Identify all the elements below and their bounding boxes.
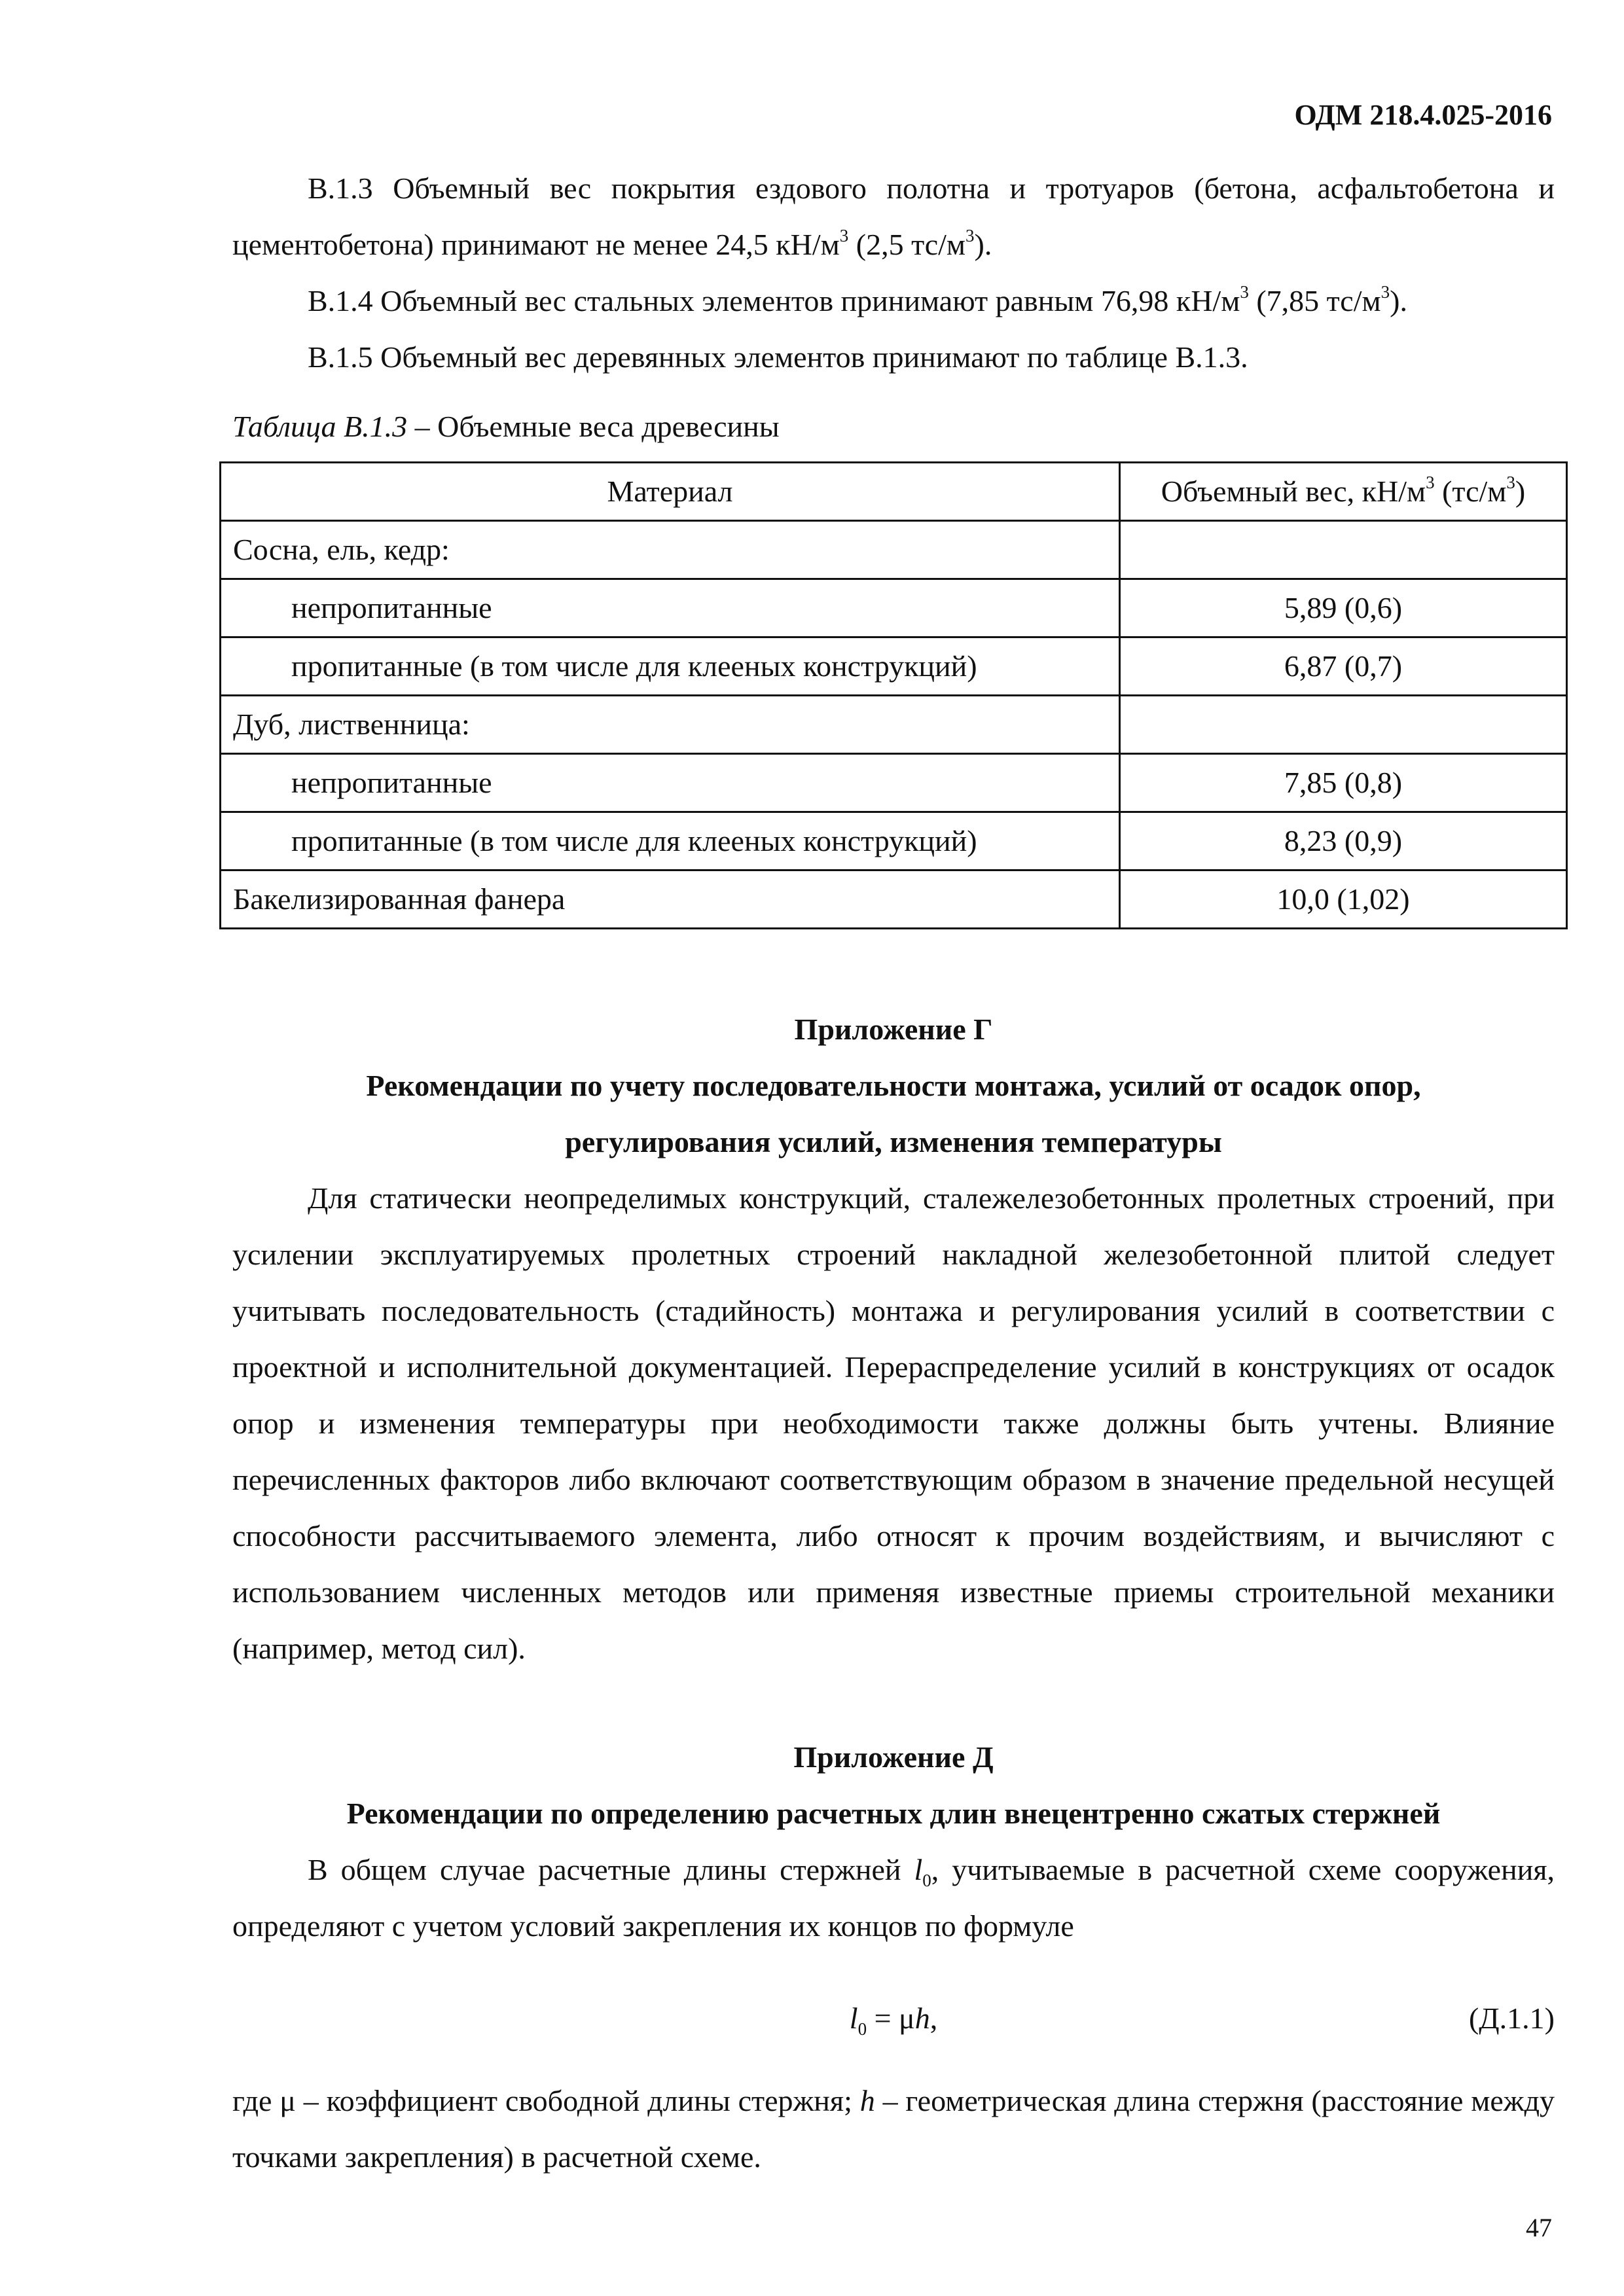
page-number: 47 bbox=[1526, 2213, 1552, 2242]
formula-punctuation: , bbox=[929, 2001, 938, 2035]
paragraph-text: В.1.4 Объемный вес стальных элементов принимают равным 76,98 кН/м bbox=[308, 284, 1240, 317]
material-cell: пропитанные (в том числе для клееных конструкций) bbox=[221, 637, 1120, 696]
table-row bbox=[221, 870, 1567, 929]
appendix-g-title: Приложение Г bbox=[794, 1013, 993, 1046]
weight-cell: 10,0 (1,02) bbox=[1120, 870, 1567, 929]
superscript: 3 bbox=[1240, 281, 1249, 302]
paragraph-v-1-3 bbox=[232, 160, 1555, 273]
paragraph-text: В общем случае расчетные длины стержней bbox=[308, 1853, 914, 1886]
weight-cell: 7,85 (0,8) bbox=[1120, 754, 1567, 812]
superscript: 3 bbox=[965, 225, 975, 245]
header-weight-text: ) bbox=[1515, 475, 1526, 508]
header-weight bbox=[1120, 463, 1567, 521]
table-caption-text: – Объемные веса древесины bbox=[407, 410, 780, 443]
material-cell: непропитанные bbox=[221, 579, 1120, 637]
superscript: 3 bbox=[1506, 472, 1515, 492]
table-row bbox=[221, 696, 1567, 754]
paragraph-text: (7,85 тс/м bbox=[1248, 284, 1381, 317]
paragraph-text: ). bbox=[1390, 284, 1407, 317]
header-material: Материал bbox=[221, 463, 1120, 521]
subscript: 0 bbox=[922, 1871, 931, 1891]
appendix-d-paragraph-1 bbox=[232, 1842, 1555, 1954]
weight-cell bbox=[1120, 696, 1567, 754]
table-caption bbox=[232, 399, 1555, 455]
appendix-g-paragraph: Для статически неопределимых конструкций, сталежелезобетонных пролетных строений, при усилении эксплуатируемых пролетных строений накладной железобетонной плитой следует учитывать последовательность (стадийность) монтажа и регулирования усилий в соответствии с проектной и исполнительной документацией. Перераспределение усилий в конструкциях от осадок опор и изменения температуры при необходимости также должны быть учтены. Влияние перечисленных факторов либо включают соответствующим образом в значение предельной несущей способности рассчитываемого элемента, либо относят к прочим воздействиям, и вычисляют с использованием численных методов или применяя известные приемы строительной механики (например, метод сил). bbox=[232, 1181, 1555, 1665]
header-weight-text: (тс/м bbox=[1434, 475, 1507, 508]
formula-variable: l bbox=[849, 2001, 858, 2035]
weight-cell bbox=[1120, 521, 1567, 579]
variable-l: l bbox=[914, 1853, 923, 1886]
material-cell: непропитанные bbox=[221, 754, 1120, 812]
table-row bbox=[221, 521, 1567, 579]
wood-weights-table bbox=[219, 461, 1568, 929]
appendix-g-subtitle-line2: регулирования усилий, изменения температуры bbox=[565, 1125, 1222, 1158]
table-row bbox=[221, 754, 1567, 812]
formula-line bbox=[232, 1990, 1555, 2047]
table-row bbox=[221, 637, 1567, 696]
page-content bbox=[232, 160, 1555, 2185]
paragraph-text: где μ – коэффициент свободной длины стержня; bbox=[232, 2084, 860, 2117]
table-row bbox=[221, 812, 1567, 870]
formula-variable: h bbox=[914, 2001, 930, 2035]
superscript: 3 bbox=[1380, 281, 1390, 302]
paragraph-text: В.1.3 Объемный вес покрытия ездового полотна и тротуаров (бетона, асфальтобетона и цементобетона) принимают не менее 24,5 кН/м bbox=[232, 171, 1555, 261]
formula-number: (Д.1.1) bbox=[1468, 2001, 1555, 2035]
paragraph-v-1-4 bbox=[232, 273, 1555, 329]
weight-cell: 5,89 (0,6) bbox=[1120, 579, 1567, 637]
header-weight-text: Объемный вес, кН/м bbox=[1161, 475, 1426, 508]
paragraph-text: – геометрическая длина стержня (расстояние между точками закрепления) в расчетной схеме. bbox=[232, 2084, 1555, 2174]
table-row bbox=[221, 579, 1567, 637]
paragraph-text: , учитываемые в расчетной схеме сооружения, определяют с учетом условий закрепления их концов по формуле bbox=[232, 1853, 1555, 1943]
paragraph-text: (2,5 тс/м bbox=[848, 228, 966, 261]
subscript: 0 bbox=[857, 2019, 867, 2039]
material-cell: Бакелизированная фанера bbox=[221, 870, 1120, 929]
appendix-d-title: Приложение Д bbox=[793, 1740, 994, 1774]
material-cell: пропитанные (в том числе для клееных конструкций) bbox=[221, 812, 1120, 870]
appendix-g-subtitle-line1: Рекомендации по учету последовательности монтажа, усилий от осадок опор, bbox=[366, 1069, 1421, 1102]
superscript: 3 bbox=[1426, 472, 1435, 492]
appendix-d-subtitle: Рекомендации по определению расчетных длин внецентренно сжатых стержней bbox=[346, 1797, 1441, 1830]
variable-h: h bbox=[859, 2084, 875, 2117]
weight-cell: 8,23 (0,9) bbox=[1120, 812, 1567, 870]
material-cell: Дуб, лиственница: bbox=[221, 696, 1120, 754]
document-code: ОДМ 218.4.025-2016 bbox=[1294, 99, 1552, 131]
formula-d-1-1 bbox=[232, 1990, 1555, 2047]
paragraph-text: ). bbox=[974, 228, 992, 261]
superscript: 3 bbox=[839, 225, 849, 245]
weight-cell: 6,87 (0,7) bbox=[1120, 637, 1567, 696]
material-cell: Сосна, ель, кедр: bbox=[221, 521, 1120, 579]
formula-operator: = μ bbox=[867, 2001, 915, 2035]
table-header-row bbox=[221, 463, 1567, 521]
table-caption-label: Таблица В.1.3 bbox=[232, 410, 408, 443]
paragraph-v-1-5: В.1.5 Объемный вес деревянных элементов принимают по таблице В.1.3. bbox=[308, 340, 1248, 374]
appendix-d-paragraph-2 bbox=[232, 2073, 1555, 2185]
